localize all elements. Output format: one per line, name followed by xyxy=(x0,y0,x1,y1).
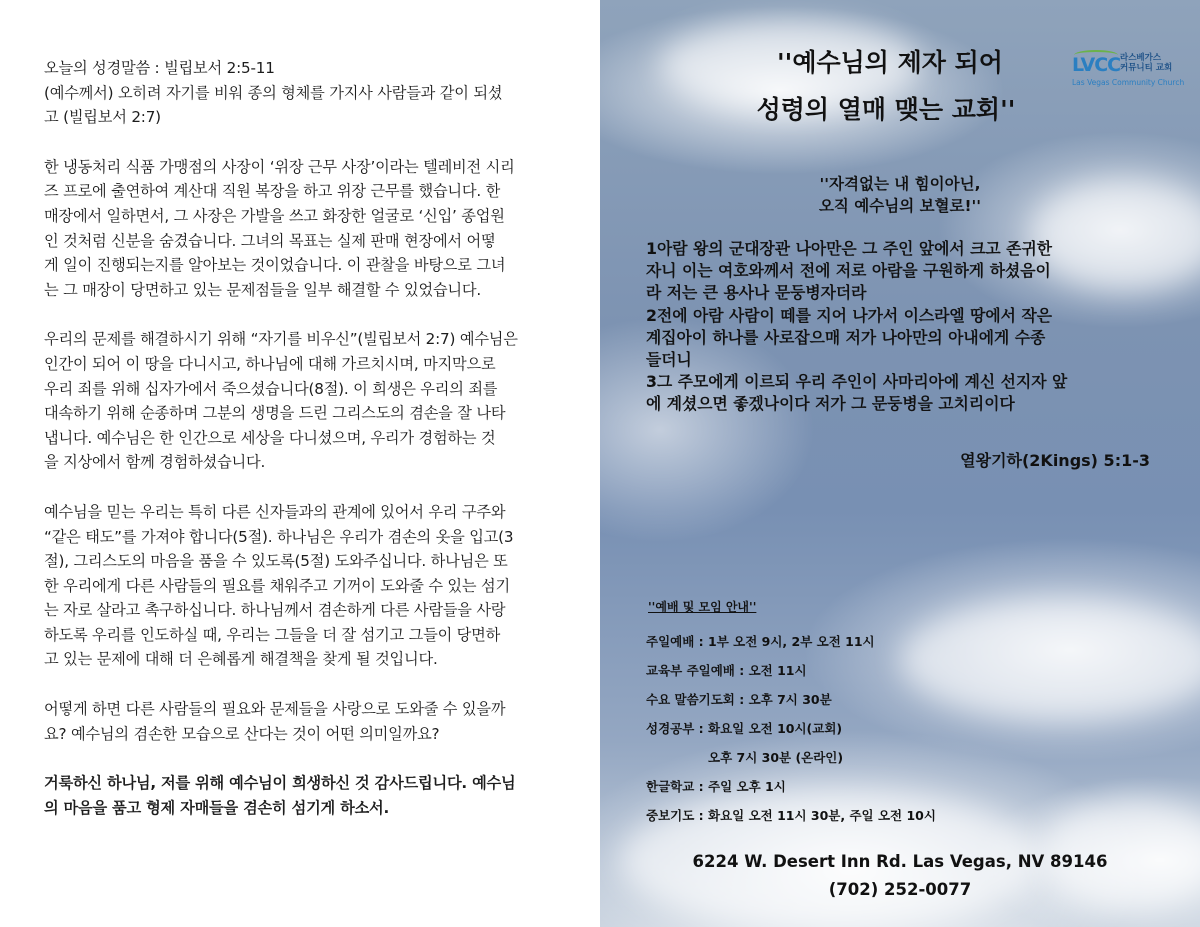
logo-korean-name xyxy=(1120,53,1172,73)
scripture-reference: 열왕기하(2Kings) 5:1-3 xyxy=(960,451,1150,470)
devotional-paragraph-3: 예수님을 믿는 우리는 특히 다른 신자들과의 관계에 있어서 우리 구주와 “같은 태도”를 가져야 합니다(5절). 하나님은 우리가 겸손의 옷을 입고(3 절), 그리스도의 마음을 품을 수 있도록(5절) 도와주십니다. 하나님은 또 한 우리에게 다른 사람들의 필요를 채워주고 기꺼이 도와줄 수 있는 섬기 는 자로 살라고 촉구하십니다. 하나님께서 겸손하게 다른 사람들을 사랑 하도록 우리를 인도하실 때, 우리는 그들을 더 잘 섬기고 그들이 당면하 고 있는 문제에 대해 더 은혜롭게 해결책을 찾게 될 것입니다. xyxy=(44,502,514,669)
devotional-paragraph-1: 한 냉동처리 식품 가맹점의 사장이 ‘위장 근무 사장’이라는 텔레비전 시리 즈 프로에 출연하여 계산대 직원 복장을 하고 위장 근무를 했습니다. 한 매장에서 일하면서, 그 사장은 가발을 쓰고 화장한 얼굴로 ‘신입’ 종업원 인 것처럼 신분을 숨겼습니다. 그녀의 목표는 실제 판매 현장에서 어떻 게 일이 진행되는지를 알아보는 것이었습니다. 이 관찰을 바탕으로 그녀 는 그 매장이 당면하고 있는 문제점들을 일부 해결할 수 있었습니다. xyxy=(44,157,515,299)
closing-prayer: 거룩하신 하나님, 저를 위해 예수님이 희생하신 것 감사드립니다. 예수님 의 마음을 품고 형제 자매들을 겸손히 섬기게 하소서. xyxy=(44,774,516,817)
schedule-item: 수요 말씀기도회 : 오후 7시 30분 xyxy=(646,692,832,707)
schedule-item: 성경공부 : 화요일 오전 10시(교회) xyxy=(646,721,843,736)
logo-mark: LVCC xyxy=(1072,54,1121,76)
verse-line: 계집아이 하나를 사로잡으매 저가 나아만의 아내에게 수종 xyxy=(646,327,1046,347)
verse-line: 자니 이는 여호와께서 전에 저로 아람을 구원하게 하셨음이 xyxy=(646,261,1051,281)
scripture-intro: 오늘의 성경말씀 : 빌립보서 2:5-11 (예수께서) 오히려 자기를 비워 종의 형체를 가지사 사람들과 같이 되셨 고 (빌립보서 2:7) xyxy=(44,59,503,127)
logo-korean-line-2: 커뮤니티 교회 xyxy=(1120,63,1173,73)
logo-english-name: Las Vegas Community Church xyxy=(1072,78,1185,87)
logo-korean-line-1: 라스베가스 xyxy=(1120,53,1162,63)
reflection-questions: 어떻게 하면 다른 사람들의 필요와 문제들을 사랑으로 도와줄 수 있을까 요? 예수님의 겸손한 모습으로 산다는 것이 어떤 의미일까요? xyxy=(44,700,506,743)
church-motto-line-1: ''예수님의 제자 되어 xyxy=(777,48,1003,77)
schedule-item: 주일예배 : 1부 오전 9시, 2부 오전 11시 xyxy=(646,634,875,649)
schedule-item: 교육부 주일예배 : 오전 11시 xyxy=(646,663,807,678)
theme-quote: ''자격없는 내 힘이아닌, 오직 예수님의 보혈로!'' xyxy=(818,175,982,215)
verse-line: 에 계셨으면 좋겠나이다 저가 그 문둥병을 고치리이다 xyxy=(646,394,1015,414)
verse-line: 들더니 xyxy=(646,350,692,370)
church-phone: (702) 252-0077 xyxy=(828,880,972,899)
schedule-item: 오후 7시 30분 (온라인) xyxy=(708,750,844,765)
worship-schedule xyxy=(646,633,1006,836)
verse-line: 2전에 아람 사람이 떼를 지어 나가서 이스라엘 땅에서 작은 xyxy=(646,305,1052,325)
devotional-paragraph-2: 우리의 문제를 해결하시기 위해 “자기를 비우신”(빌립보서 2:7) 예수님은 인간이 되어 이 땅을 다니시고, 하나님에 대해 가르치시며, 마지막으로 우리 죄를 위해 십자가에서 죽으셨습니다(8절). 이 희생은 우리의 죄를 대속하기 위해 순종하며 그분의 생명을 드린 그리스도의 겸손을 잘 나타 냅니다. 예수님은 한 인간으로 세상을 다니셨으며, 우리가 경험하는 것 을 지상에서 함께 경험하셨습니다. xyxy=(44,330,518,472)
church-logo xyxy=(1072,50,1190,90)
verse-line: 라 저는 큰 용사나 문둥병자더라 xyxy=(646,283,867,303)
verse-line: 3그 주모에게 이르되 우리 주인이 사마리아에 계신 선지자 앞 xyxy=(646,372,1068,392)
schedule-item: 한글학교 : 주일 오후 1시 xyxy=(646,779,786,794)
church-motto-line-2: 성령의 열매 맺는 교회'' xyxy=(756,95,1016,124)
scripture-verses xyxy=(646,238,1146,416)
right-page xyxy=(600,0,1200,927)
verse-line: 1아람 왕의 군대장관 나아만은 그 주인 앞에서 크고 존귀한 xyxy=(646,239,1052,258)
church-address: 6224 W. Desert Inn Rd. Las Vegas, NV 89146 xyxy=(692,852,1108,871)
schedule-item: 중보기도 : 화요일 오전 11시 30분, 주일 오전 10시 xyxy=(646,808,936,823)
church-contact xyxy=(600,848,1200,904)
schedule-heading: ''예배 및 모임 안내'' xyxy=(648,600,757,614)
